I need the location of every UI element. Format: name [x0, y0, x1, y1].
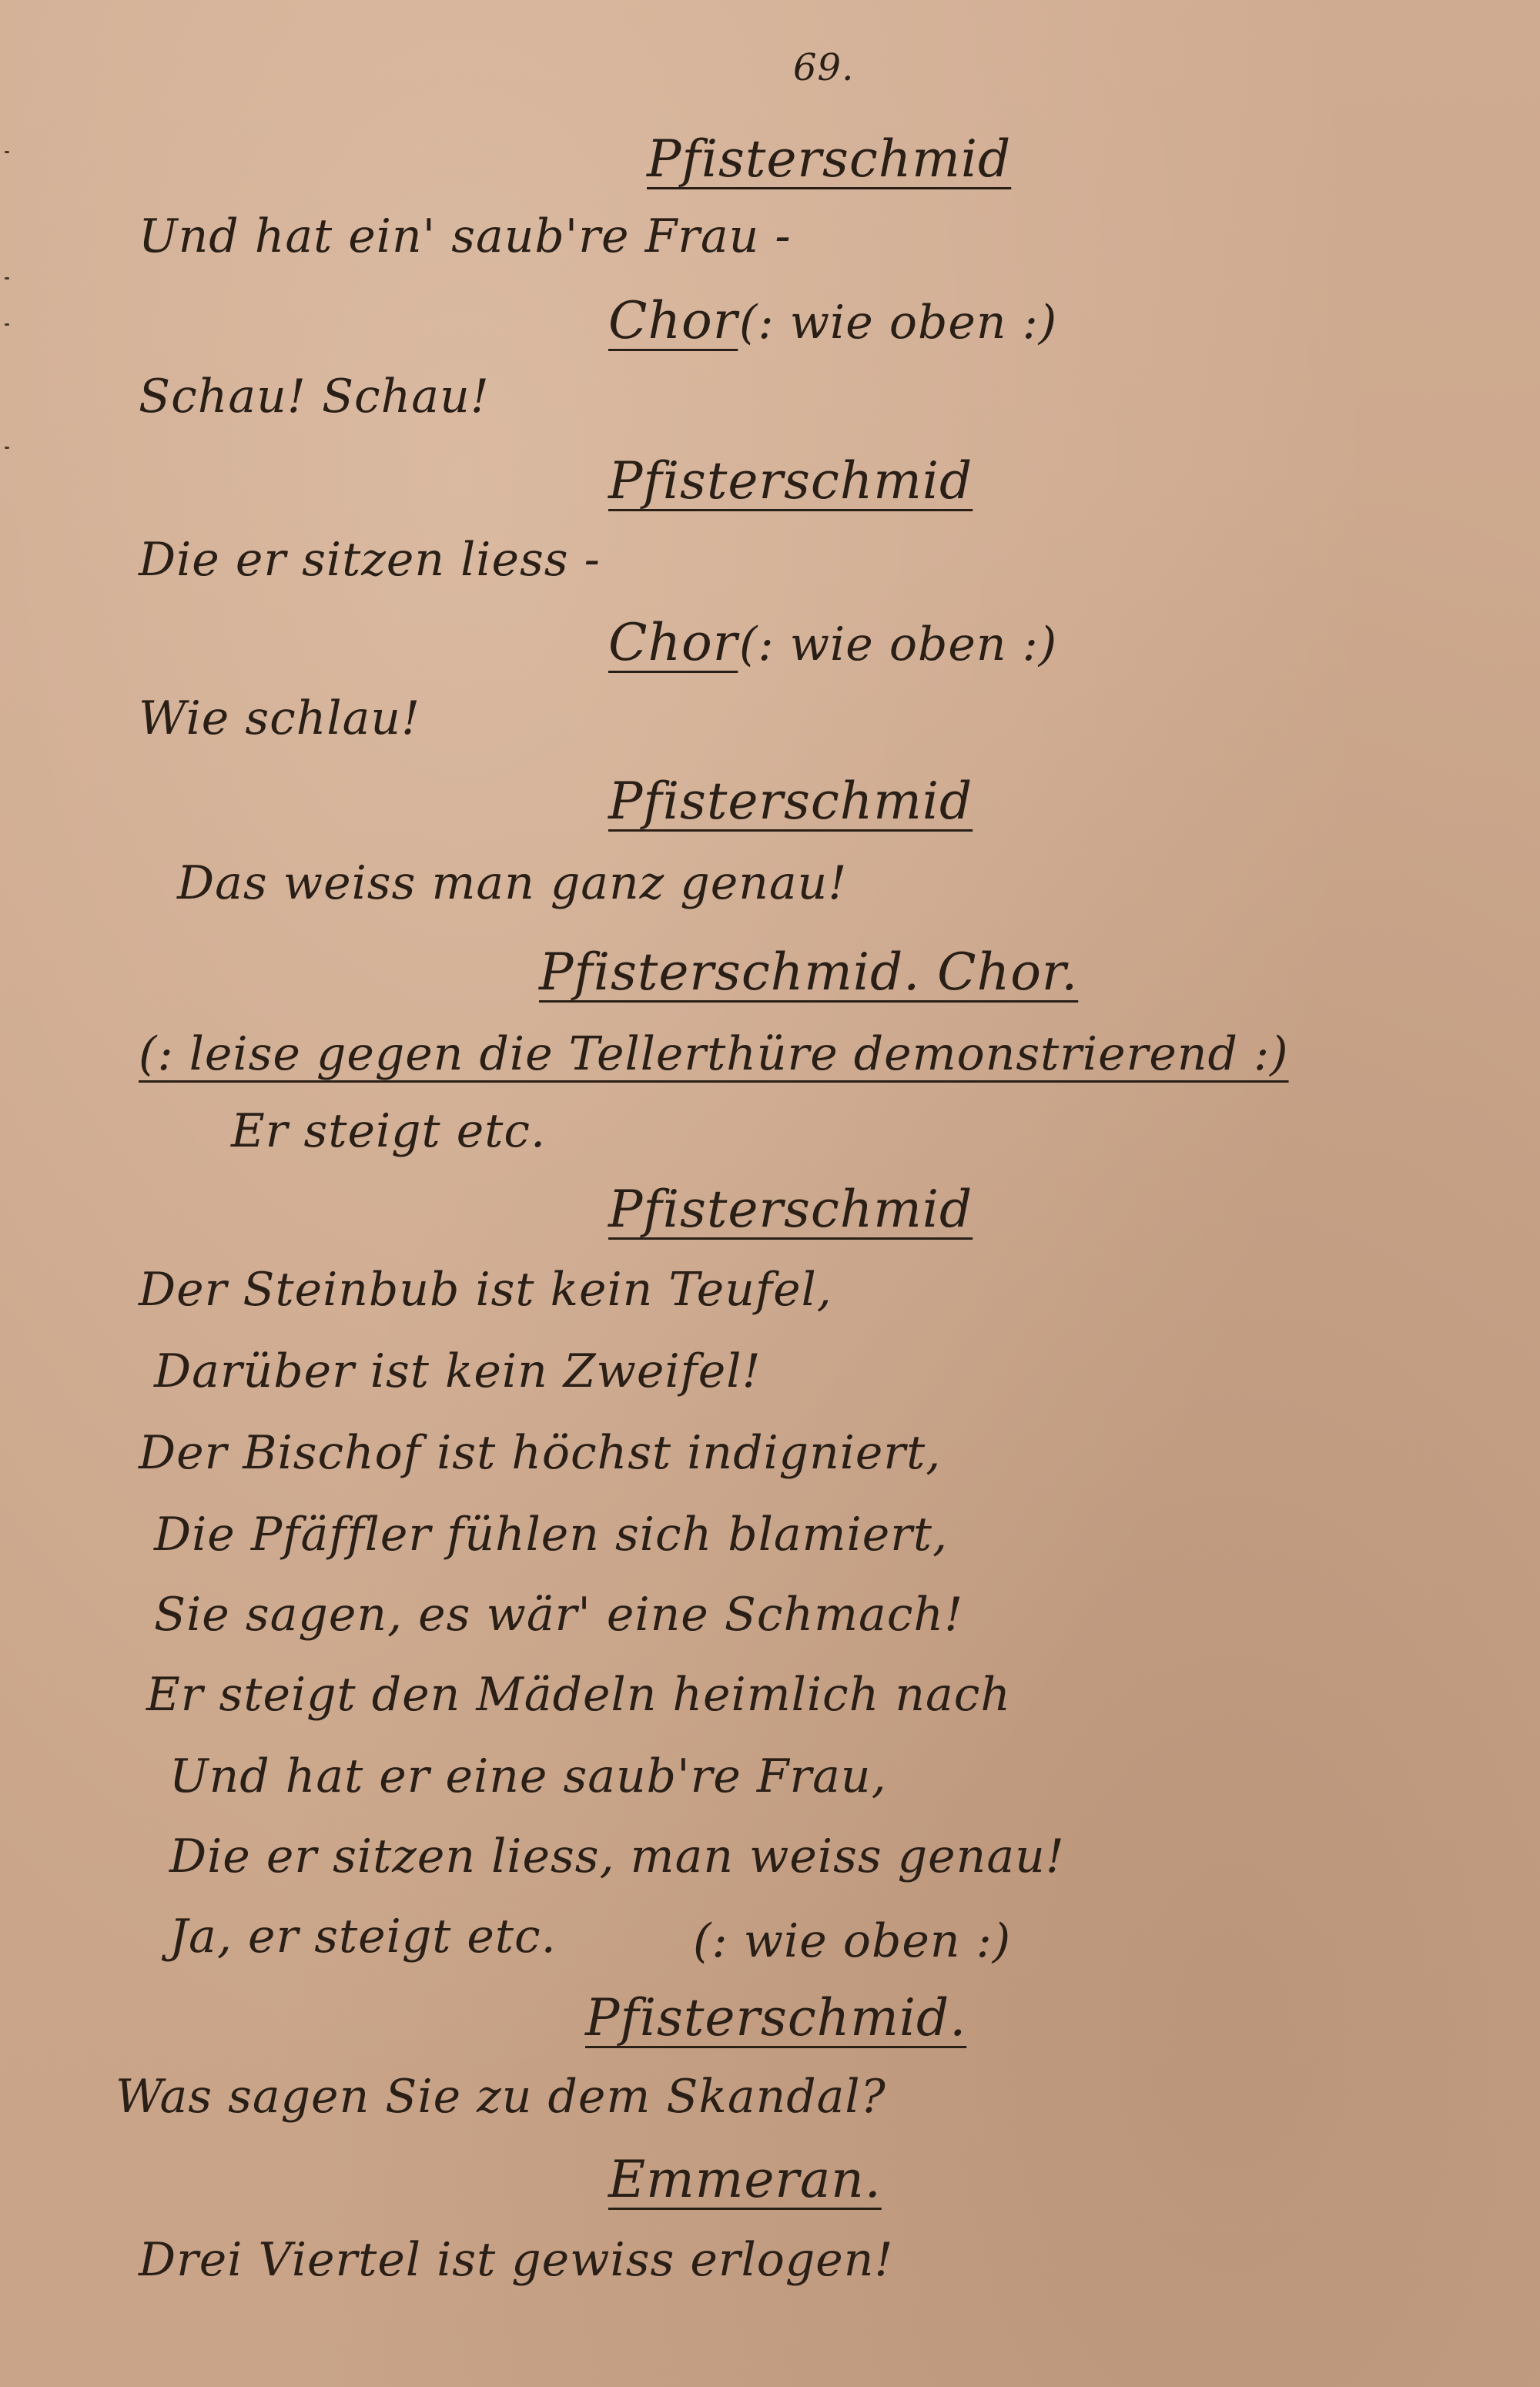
binding-mark: [5, 151, 9, 153]
binding-mark: [5, 323, 9, 326]
stage-direction: (: wie oben :): [739, 296, 1058, 350]
verse-line: Der Steinbub ist kein Teufel,: [139, 1263, 832, 1317]
verse-line: Schau! Schau!: [139, 370, 490, 424]
speaker-name: Pfisterschmid: [608, 451, 973, 511]
speaker-name: Chor: [608, 291, 738, 350]
speaker-name: Pfisterschmid.: [585, 1988, 967, 2047]
verse-line: Das weiss man ganz genau!: [177, 856, 848, 910]
page-number: 69.: [793, 46, 855, 89]
verse-line: Und hat ein' saub're Frau -: [139, 209, 792, 263]
speaker-name: Pfisterschmid: [647, 129, 1012, 189]
verse-line: Wie schlau!: [139, 691, 421, 745]
stage-direction: (: wie oben :): [693, 1914, 1012, 1968]
verse-line: Er steigt den Mädeln heimlich nach: [146, 1668, 1011, 1722]
verse-line: Was sagen Sie zu dem Skandal?: [116, 2070, 886, 2124]
stage-direction: (: wie oben :): [739, 618, 1058, 671]
verse-line: Darüber ist kein Zweifel!: [154, 1344, 762, 1398]
binding-mark: [5, 277, 9, 280]
speaker-name: Pfisterschmid. Chor.: [539, 942, 1079, 1002]
verse-line: Die er sitzen liess, man weiss genau!: [169, 1830, 1065, 1883]
verse-line: Er steigt etc.: [231, 1104, 547, 1158]
speaker-name: Emmeran.: [608, 2150, 882, 2209]
binding-mark: [5, 447, 9, 449]
speaker-name: Pfisterschmid: [608, 1180, 973, 1239]
verse-line: Der Bischof ist höchst indigniert,: [139, 1426, 942, 1480]
verse-line: Die Pfäffler fühlen sich blamiert,: [154, 1508, 949, 1562]
verse-line: Sie sagen, es wär' eine Schmach!: [154, 1588, 964, 1642]
speaker-name: Chor: [608, 613, 738, 672]
verse-line: Die er sitzen liess -: [139, 533, 601, 587]
speaker-name: Pfisterschmid: [608, 772, 973, 831]
verse-line: Drei Viertel ist gewiss erlogen!: [139, 2233, 894, 2287]
verse-line: Und hat er eine saub're Frau,: [169, 1749, 887, 1803]
stage-direction: (: leise gegen die Tellerthüre demonstrierend :): [139, 1027, 1289, 1081]
verse-line: Ja, er steigt etc.: [169, 1910, 557, 1964]
